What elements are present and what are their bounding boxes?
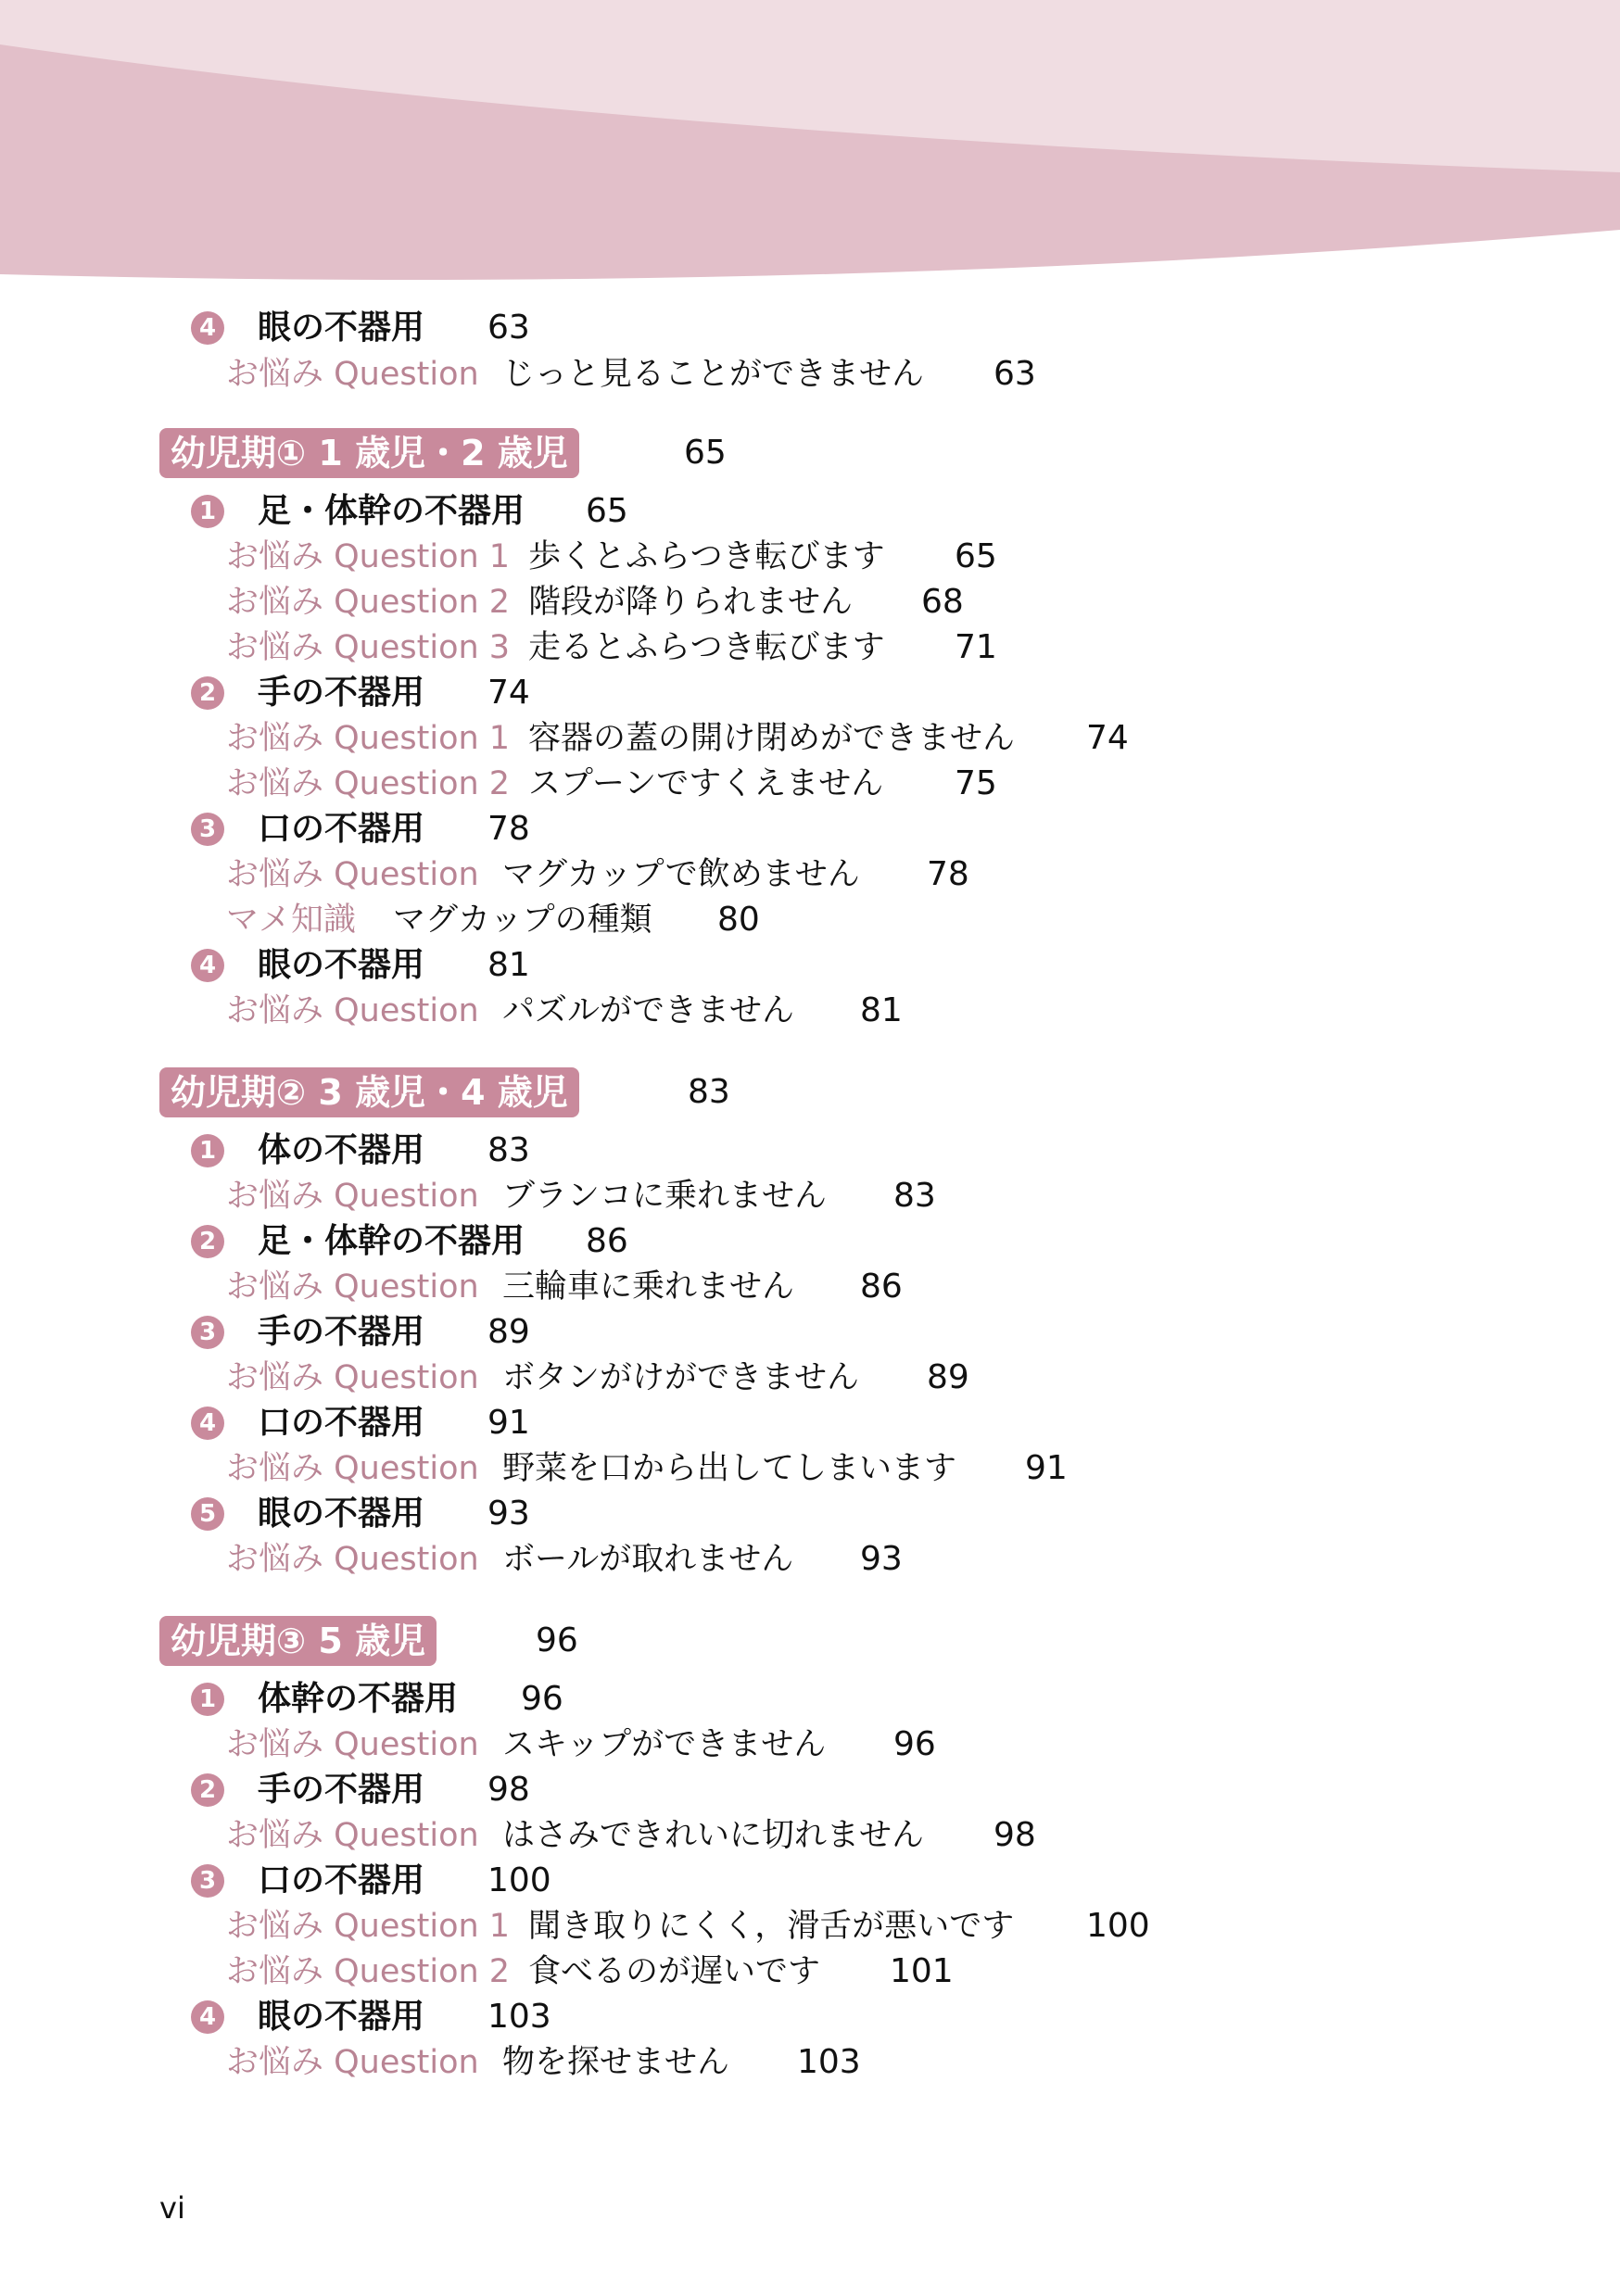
page-number: 65 (684, 434, 727, 472)
item-title: 体幹の不器用 (258, 1680, 459, 1718)
question-label: お悩み Question (226, 1359, 479, 1396)
question-label: お悩み Question (226, 1541, 479, 1578)
page-number: 100 (1086, 1907, 1150, 1945)
question-label: お悩み Question (226, 1178, 479, 1215)
item-title: 手の不器用 (258, 1313, 425, 1351)
question-text: パズルができません (502, 992, 795, 1029)
question-label: お悩み Question (226, 2044, 479, 2081)
question-text: 容器の蓋の開け閉めができません (528, 720, 1016, 757)
page-number: 89 (487, 1313, 530, 1351)
question-text: 階段が降りられません (528, 584, 854, 621)
question-text: 走るとふらつき転びます (528, 629, 885, 666)
number-badge-icon: 3 (191, 1864, 224, 1898)
page-number: 96 (521, 1680, 563, 1718)
section-title: 幼児期③ 5 歳児 (159, 1616, 437, 1666)
page-number: 98 (487, 1771, 530, 1809)
item-title: 手の不器用 (258, 1771, 425, 1809)
question-label: お悩み Question (226, 356, 479, 393)
page-number: 83 (893, 1177, 936, 1215)
question-label: お悩み Question (226, 1268, 479, 1306)
item-title: 眼の不器用 (258, 309, 425, 347)
question-text: ボールが取れません (502, 1541, 794, 1578)
question-text: ブランコに乗れません (502, 1178, 828, 1215)
number-badge-icon: 4 (191, 2000, 224, 2034)
number-badge-icon: 4 (191, 1407, 224, 1440)
page-number: 83 (487, 1131, 530, 1169)
page-number: 93 (860, 1540, 903, 1578)
item-title: 眼の不器用 (258, 1495, 425, 1533)
page-number: 78 (487, 810, 530, 848)
item-title: 体の不器用 (258, 1131, 425, 1169)
page-number: 96 (893, 1725, 936, 1763)
number-badge-icon: 1 (191, 1134, 224, 1167)
page-number: 81 (487, 946, 530, 984)
question-text: 歩くとふらつき転びます (528, 538, 885, 575)
number-badge-icon: 2 (191, 1225, 224, 1258)
page-number: 100 (487, 1861, 551, 1899)
question-label: お悩み Question 2 (226, 1953, 511, 1990)
number-badge-icon: 4 (191, 311, 224, 345)
question-text: スキップができません (502, 1726, 827, 1763)
page-number: 63 (487, 309, 530, 347)
item-title: 眼の不器用 (258, 1998, 425, 2036)
tip-text: マグカップの種類 (393, 902, 652, 939)
page-number: 65 (955, 537, 997, 575)
question-text: ボタンがけができません (502, 1359, 860, 1396)
page-number: 74 (1086, 719, 1129, 757)
page-number: 81 (860, 991, 903, 1029)
page-number: 65 (586, 492, 628, 530)
item-title: 手の不器用 (258, 674, 425, 712)
question-label: お悩み Question 2 (226, 584, 511, 621)
page-number: 98 (994, 1816, 1036, 1854)
question-label: お悩み Question 3 (226, 629, 511, 666)
page-folio: vi (159, 2190, 185, 2226)
item-title: 口の不器用 (258, 1404, 425, 1442)
page-number: 86 (586, 1222, 628, 1260)
question-text: 食べるのが遅いです (528, 1953, 821, 1990)
page-number: 78 (927, 855, 969, 893)
page-number: 91 (487, 1404, 530, 1442)
page-number: 80 (717, 901, 760, 939)
question-text: じっと見ることができません (502, 356, 925, 393)
item-title: 口の不器用 (258, 810, 425, 848)
page-number: 91 (1025, 1449, 1068, 1487)
section-title: 幼児期① 1 歳児・2 歳児 (159, 428, 579, 478)
page-number: 101 (890, 1952, 954, 1990)
section-title: 幼児期② 3 歳児・4 歳児 (159, 1067, 579, 1117)
question-text: 聞き取りにくく，滑舌が悪いです (528, 1908, 1015, 1945)
question-label: お悩み Question (226, 1726, 479, 1763)
question-text: 物を探せません (502, 2044, 730, 2081)
tip-label: マメ知識 (226, 902, 357, 939)
question-text: 三輪車に乗れません (502, 1268, 795, 1306)
page-number: 74 (487, 674, 530, 712)
page-number: 68 (921, 583, 964, 621)
question-text: はさみできれいに切れません (502, 1817, 925, 1854)
number-badge-icon: 5 (191, 1497, 224, 1531)
question-text: 野菜を口から出してしまいます (502, 1450, 957, 1487)
page-number: 83 (688, 1073, 730, 1111)
number-badge-icon: 2 (191, 676, 224, 710)
page-number: 103 (487, 1998, 551, 2036)
page-number: 103 (797, 2043, 861, 2081)
number-badge-icon: 3 (191, 813, 224, 846)
item-title: 足・体幹の不器用 (258, 1222, 525, 1260)
question-label: お悩み Question 1 (226, 720, 511, 757)
question-label: お悩み Question 2 (226, 765, 511, 802)
question-text: マグカップで飲めません (502, 856, 860, 893)
page-number: 89 (927, 1358, 969, 1396)
page-number: 93 (487, 1495, 530, 1533)
header-wave-decoration (0, 0, 1620, 287)
number-badge-icon: 4 (191, 949, 224, 982)
item-title: 眼の不器用 (258, 946, 425, 984)
number-badge-icon: 2 (191, 1773, 224, 1807)
number-badge-icon: 1 (191, 495, 224, 528)
question-label: お悩み Question (226, 992, 479, 1029)
question-label: お悩み Question (226, 856, 479, 893)
question-label: お悩み Question (226, 1450, 479, 1487)
page-number: 75 (955, 764, 997, 802)
item-title: 足・体幹の不器用 (258, 492, 525, 530)
item-title: 口の不器用 (258, 1861, 425, 1899)
page-number: 63 (994, 355, 1036, 393)
question-text: スプーンですくえません (528, 765, 884, 802)
page-number: 71 (955, 628, 997, 666)
question-label: お悩み Question 1 (226, 1908, 511, 1945)
page-number: 96 (536, 1621, 578, 1659)
number-badge-icon: 3 (191, 1316, 224, 1349)
page-number: 86 (860, 1268, 903, 1306)
number-badge-icon: 1 (191, 1683, 224, 1716)
question-label: お悩み Question (226, 1817, 479, 1854)
question-label: お悩み Question 1 (226, 538, 511, 575)
